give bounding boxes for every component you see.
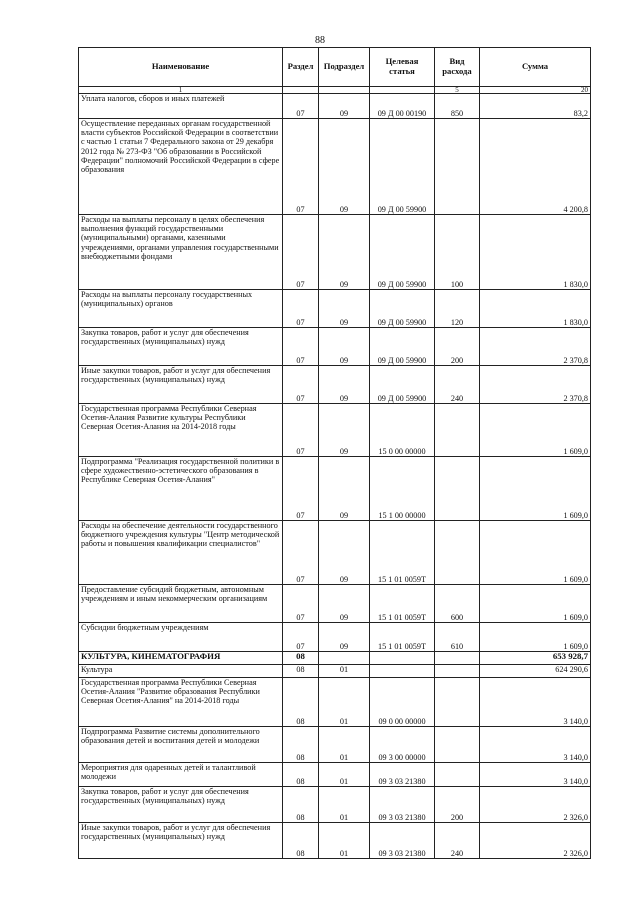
row-section: 07 [283,328,319,366]
row-name-text: Иные закупки товаров, работ и услуг для обеспечения государственных (муниципальных) нужд [81,823,271,842]
row-name [79,521,283,585]
row-subsection: 01 [319,727,370,763]
row-name-text: Культура [81,665,113,674]
row-subsection: 09 [319,623,370,652]
row-subsection: 01 [319,823,370,859]
row-section: 08 [283,652,319,665]
column-number-section [283,87,319,94]
table-row [79,763,591,787]
row-expense-type [435,727,480,763]
row-target [370,652,435,665]
table-row [79,678,591,727]
row-subsection [319,652,370,665]
row-expense-type [435,404,480,457]
row-expense-type: 240 [435,823,480,859]
table-row [79,119,591,215]
row-expense-type [435,119,480,215]
row-subsection: 09 [319,215,370,290]
row-name-text: Мероприятия для одаренных детей и талантливой молодежи [81,763,256,782]
row-amount: 1 609,0 [480,457,591,521]
row-amount: 624 290,6 [480,665,591,678]
row-section: 07 [283,623,319,652]
budget-table [78,47,591,859]
row-subsection: 09 [319,404,370,457]
row-target: 09 Д 00 59900 [370,366,435,404]
row-expense-type [435,457,480,521]
table-row [79,290,591,328]
row-name-text: Субсидии бюджетным учреждениям [81,623,209,632]
row-target: 15 0 00 00000 [370,404,435,457]
column-number-name: 1 [79,87,283,94]
row-section: 07 [283,366,319,404]
table-row [79,215,591,290]
table-header-row [79,48,591,87]
row-subsection: 09 [319,94,370,119]
row-subsection: 09 [319,328,370,366]
row-expense-type: 200 [435,787,480,823]
row-subsection: 09 [319,366,370,404]
row-section: 07 [283,290,319,328]
row-target: 09 3 03 21380 [370,787,435,823]
row-amount: 4 200,8 [480,119,591,215]
row-amount: 1 830,0 [480,290,591,328]
column-number-expense-type: 5 [435,87,480,94]
row-expense-type: 200 [435,328,480,366]
table-row [79,727,591,763]
row-expense-type: 610 [435,623,480,652]
row-target: 09 3 03 21380 [370,763,435,787]
row-name-text: Иные закупки товаров, работ и услуг для обеспечения государственных (муниципальных) нужд [81,366,271,385]
row-name-text: Подпрограмма "Реализация государственной политики в сфере художественно-эстетического образования в Республике Северная Осетия-Алания" [81,457,280,485]
row-target: 09 Д 00 59900 [370,119,435,215]
row-amount: 1 609,0 [480,623,591,652]
row-name [79,457,283,521]
row-target: 09 Д 00 59900 [370,215,435,290]
row-amount: 1 609,0 [480,404,591,457]
row-amount: 3 140,0 [480,763,591,787]
table-row [79,585,591,623]
row-expense-type: 240 [435,366,480,404]
row-amount: 653 928,7 [480,652,591,665]
row-section: 08 [283,727,319,763]
row-target: 15 1 01 0059Т [370,585,435,623]
table-row [79,457,591,521]
header-amount: Сумма [480,48,591,87]
row-amount: 2 326,0 [480,823,591,859]
row-section: 07 [283,457,319,521]
row-name-text: Государственная программа Республики Северная Осетия-Алания Развитие культуры Республики Северная Осетия-Алания на 2014-2018 годы [81,404,257,432]
row-name [79,823,283,859]
row-name [79,215,283,290]
table-row [79,787,591,823]
row-expense-type [435,678,480,727]
row-section: 08 [283,823,319,859]
row-name-text: Уплата налогов, сборов и иных платежей [81,94,225,103]
row-name [79,366,283,404]
table-row [79,328,591,366]
row-subsection: 09 [319,119,370,215]
row-name [79,404,283,457]
row-name-text: Расходы на выплаты персоналу в целях обеспечения выполнения функций государственными (муниципальными) органами, казенными учреждениями, органами управления государственными внебюджетными фондами [81,215,279,261]
row-name [79,652,283,665]
row-expense-type [435,763,480,787]
row-name [79,678,283,727]
row-amount: 3 140,0 [480,678,591,727]
row-name [79,763,283,787]
row-subsection: 01 [319,665,370,678]
row-section: 08 [283,787,319,823]
table-row [79,366,591,404]
row-section: 07 [283,585,319,623]
table-row [79,652,591,665]
row-subsection: 01 [319,678,370,727]
row-name-text: Государственная программа Республики Северная Осетия-Алания "Развитие образования Республики Северная Осетия-Алания" на 2014-2018 годы [81,678,260,706]
row-subsection: 09 [319,585,370,623]
row-section: 08 [283,678,319,727]
header-name: Наименование [79,48,283,87]
row-section: 07 [283,215,319,290]
row-expense-type: 600 [435,585,480,623]
row-expense-type: 100 [435,215,480,290]
row-amount: 2 370,8 [480,366,591,404]
row-name-text: Осуществление переданных органам государственной власти субъектов Российской Федерации в соответствии с частью 1 статьи 7 Федерального закона от 29 декабря 2012 года № 273-ФЗ "Об образовании в Российской Федерации" полномочий Российской Федерации в сфере образования [81,119,280,174]
row-amount: 3 140,0 [480,727,591,763]
row-target [370,665,435,678]
table-row [79,823,591,859]
row-amount: 83,2 [480,94,591,119]
table-row [79,623,591,652]
row-name [79,290,283,328]
column-number-amount: 20 [480,87,591,94]
row-expense-type [435,521,480,585]
row-amount: 2 370,8 [480,328,591,366]
header-expense-type: Вид расхода [435,48,480,87]
row-name [79,727,283,763]
table-row [79,94,591,119]
row-section: 08 [283,665,319,678]
table-row [79,521,591,585]
row-expense-type: 120 [435,290,480,328]
row-name [79,119,283,215]
row-amount: 1 609,0 [480,521,591,585]
table-row [79,404,591,457]
row-target: 15 1 01 0059Т [370,623,435,652]
table-row [79,665,591,678]
row-name [79,665,283,678]
row-target: 15 1 00 00000 [370,457,435,521]
row-target: 09 Д 00 00190 [370,94,435,119]
row-target: 09 Д 00 59900 [370,328,435,366]
row-expense-type [435,665,480,678]
row-subsection: 01 [319,763,370,787]
row-target: 09 0 00 00000 [370,678,435,727]
row-name-text: Расходы на выплаты персоналу государственных (муниципальных) органов [81,290,253,309]
row-name-text: Расходы на обеспечение деятельности государственного бюджетного учреждения культуры "Центр методической работы и повышения квалификации специалистов" [81,521,280,549]
row-section: 07 [283,521,319,585]
row-name-text: Предоставление субсидий бюджетным, автономным учреждениям и иным некоммерческим организациям [81,585,268,604]
row-expense-type: 850 [435,94,480,119]
row-name-text: КУЛЬТУРА, КИНЕМАТОГРАФИЯ [81,652,221,661]
column-number-row [79,87,591,94]
row-name [79,328,283,366]
row-name [79,94,283,119]
row-expense-type [435,652,480,665]
header-subsection: Подраздел [319,48,370,87]
header-section: Раздел [283,48,319,87]
column-number-subsection [319,87,370,94]
row-name-text: Закупка товаров, работ и услуг для обеспечения государственных (муниципальных) нужд [81,787,249,806]
row-amount: 1 609,0 [480,585,591,623]
page-number: 88 [315,35,325,46]
row-target: 15 1 01 0059Т [370,521,435,585]
column-number-target [370,87,435,94]
row-name [79,585,283,623]
row-section: 07 [283,94,319,119]
row-name-text: Закупка товаров, работ и услуг для обеспечения государственных (муниципальных) нужд [81,328,249,347]
row-amount: 2 326,0 [480,787,591,823]
row-amount: 1 830,0 [480,215,591,290]
row-section: 07 [283,404,319,457]
row-target: 09 Д 00 59900 [370,290,435,328]
row-subsection: 09 [319,290,370,328]
row-subsection: 09 [319,521,370,585]
row-target: 09 3 03 21380 [370,823,435,859]
row-subsection: 09 [319,457,370,521]
row-name-text: Подпрограмма Развитие системы дополнительного образования детей и воспитания детей и молодежи [81,727,260,746]
header-target: Целевая статья [370,48,435,87]
row-name [79,787,283,823]
row-section: 07 [283,119,319,215]
row-target: 09 3 00 00000 [370,727,435,763]
row-subsection: 01 [319,787,370,823]
row-name [79,623,283,652]
row-section: 08 [283,763,319,787]
